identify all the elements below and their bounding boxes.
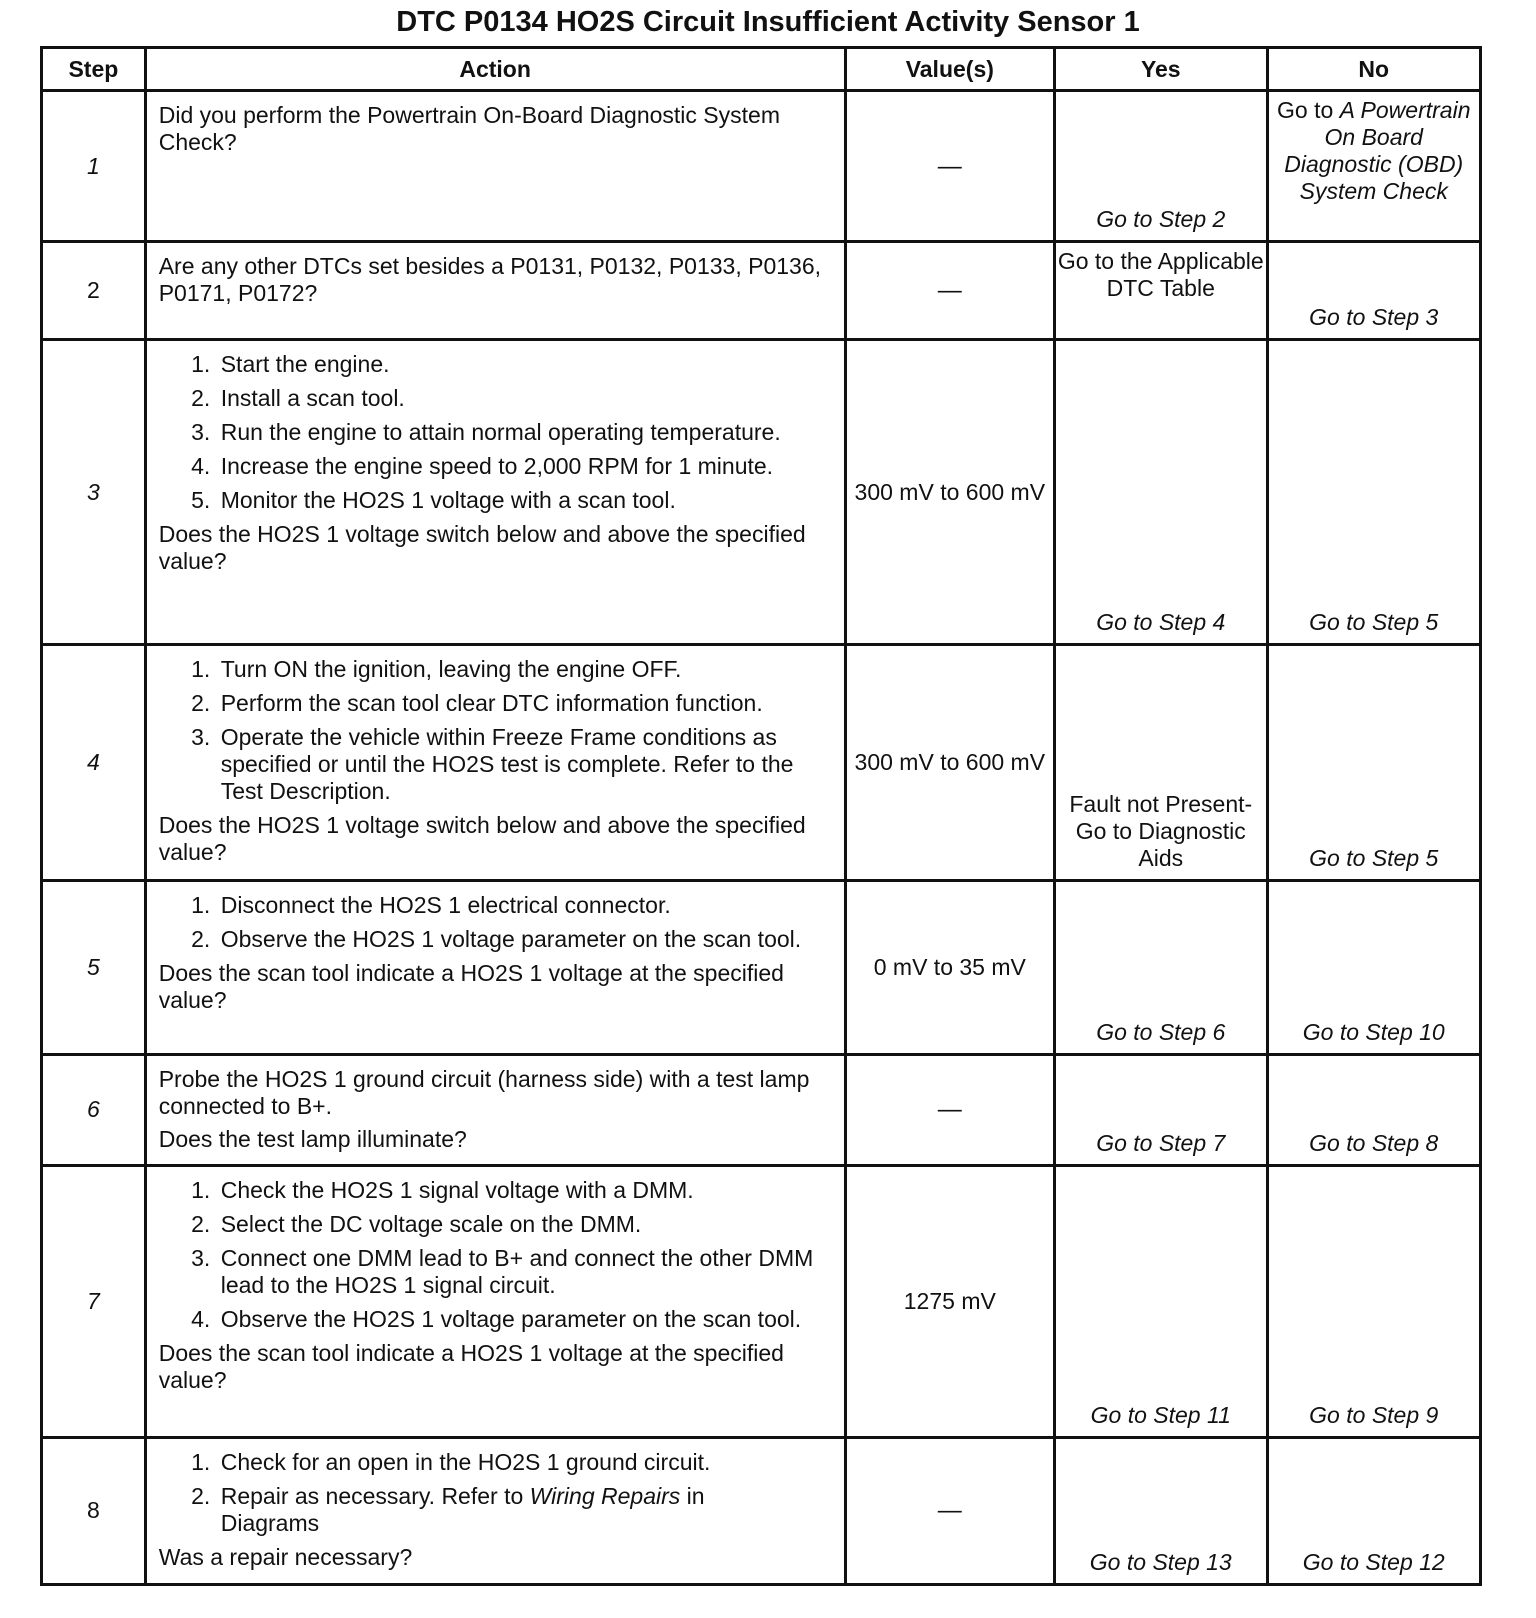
action-question: Does the HO2S 1 voltage switch below and above the specified value? xyxy=(158,812,806,866)
action-cell xyxy=(145,91,845,242)
no-cell xyxy=(1267,1437,1481,1584)
no-text xyxy=(1270,93,1479,205)
reference-link-text: Wiring Repairs xyxy=(529,1482,681,1509)
value-cell: 1275 mV xyxy=(845,1165,1054,1437)
list-item: 1. Start the engine. xyxy=(217,351,834,378)
procedure-list xyxy=(159,1449,834,1537)
yes-cell xyxy=(1055,242,1267,340)
list-item: 1. Check for an open in the HO2S 1 ground circuit. xyxy=(217,1449,834,1476)
action-question: Does the scan tool indicate a HO2S 1 voltage at the specified value? xyxy=(158,1339,784,1393)
action-cell xyxy=(145,1437,845,1584)
step-number: 3 xyxy=(42,340,146,645)
no-text: Go to Step 5 xyxy=(1309,845,1439,872)
yes-cell xyxy=(1055,1165,1267,1437)
no-cell xyxy=(1267,242,1481,340)
list-item: 2. Install a scan tool. xyxy=(217,385,834,412)
no-link-text: A Powertrain On Board Diagnostic (OBD) System Check xyxy=(1284,97,1471,204)
action-text: Did you perform the Powertrain On-Board Diagnostic System Check? xyxy=(158,102,780,155)
action-question: Does the test lamp illuminate? xyxy=(158,1126,467,1153)
yes-text: Go to Step 13 xyxy=(1089,1549,1232,1575)
action-question: Was a repair necessary? xyxy=(158,1543,413,1570)
list-item: 1. Disconnect the HO2S 1 electrical connector. xyxy=(217,892,834,919)
list-item: 2. Observe the HO2S 1 voltage parameter on the scan tool. xyxy=(217,926,834,953)
value-cell: 300 mV to 600 mV xyxy=(845,340,1054,645)
yes-cell xyxy=(1055,91,1267,242)
value-cell: — xyxy=(845,91,1054,242)
yes-text: Go to Step 11 xyxy=(1090,1401,1231,1428)
no-text: Go to Step 10 xyxy=(1302,1019,1445,1046)
action-question: Does the HO2S 1 voltage switch below and above the specified value? xyxy=(158,521,806,575)
no-cell xyxy=(1267,91,1481,242)
table-row xyxy=(42,1165,1481,1437)
no-cell xyxy=(1267,881,1481,1055)
list-item: 4. Observe the HO2S 1 voltage parameter on the scan tool. xyxy=(217,1306,834,1333)
action-question: Does the scan tool indicate a HO2S 1 voltage at the specified value? xyxy=(158,960,784,1014)
header-no: No xyxy=(1267,48,1481,91)
action-cell xyxy=(145,881,845,1055)
step-number: 2 xyxy=(42,242,146,340)
no-text: Go to Step 5 xyxy=(1309,609,1439,636)
no-prefix: Go to xyxy=(1277,97,1340,123)
header-step: Step xyxy=(42,48,146,91)
yes-text: Go to the Applicable DTC Table xyxy=(1057,248,1264,302)
action-text: Probe the HO2S 1 ground circuit (harness side) with a test lamp connected to B+. xyxy=(158,1066,810,1120)
list-item: 5. Monitor the HO2S 1 voltage with a scan tool. xyxy=(217,487,834,514)
value-cell: — xyxy=(845,1055,1054,1165)
action-cell xyxy=(145,340,845,645)
diagnostic-table xyxy=(40,46,1482,1586)
list-item: 2. Select the DC voltage scale on the DMM. xyxy=(217,1211,834,1238)
list-item: 2. Perform the scan tool clear DTC information function. xyxy=(217,690,834,717)
value-cell: 0 mV to 35 mV xyxy=(845,881,1054,1055)
no-text: Go to Step 12 xyxy=(1302,1549,1445,1575)
action-cell xyxy=(145,242,845,340)
table-row xyxy=(42,1055,1481,1165)
step-number: 8 xyxy=(42,1437,146,1584)
no-cell xyxy=(1267,1055,1481,1165)
value-cell: — xyxy=(845,1437,1054,1584)
no-text: Go to Step 3 xyxy=(1309,304,1439,331)
yes-text: Go to Step 2 xyxy=(1096,206,1226,233)
step-number: 4 xyxy=(42,645,146,881)
no-text: Go to Step 8 xyxy=(1309,1129,1439,1156)
procedure-list xyxy=(159,656,834,805)
list-item: 3. Operate the vehicle within Freeze Frame conditions as specified or until the HO2S test is complete. Refer to the Test Description. xyxy=(217,724,834,805)
yes-cell xyxy=(1055,340,1267,645)
yes-text: Go to Step 6 xyxy=(1096,1019,1226,1046)
yes-cell xyxy=(1055,1437,1267,1584)
value-cell: 300 mV to 600 mV xyxy=(845,645,1054,881)
no-text: Go to Step 9 xyxy=(1309,1401,1439,1428)
table-row xyxy=(42,340,1481,645)
header-yes: Yes xyxy=(1055,48,1267,91)
list-item: 3. Run the engine to attain normal operating temperature. xyxy=(217,419,834,446)
table-row xyxy=(42,242,1481,340)
procedure-list xyxy=(159,1177,834,1333)
list-item xyxy=(217,1483,834,1537)
action-cell xyxy=(145,1165,845,1437)
table-header-row xyxy=(42,48,1481,91)
yes-cell xyxy=(1055,1055,1267,1165)
action-cell xyxy=(145,1055,845,1165)
yes-text: Go to Step 4 xyxy=(1096,609,1226,636)
yes-text: Go to Step 7 xyxy=(1096,1129,1226,1156)
list-item-text: in xyxy=(680,1482,705,1509)
table-row xyxy=(42,91,1481,242)
list-item-text: Repair as necessary. Refer to xyxy=(220,1482,530,1509)
no-cell xyxy=(1267,340,1481,645)
step-number: 5 xyxy=(42,881,146,1055)
header-action: Action xyxy=(145,48,845,91)
yes-cell xyxy=(1055,881,1267,1055)
table-row xyxy=(42,1437,1481,1584)
header-values: Value(s) xyxy=(845,48,1054,91)
list-item: 1. Check the HO2S 1 signal voltage with a DMM. xyxy=(217,1177,834,1204)
procedure-list xyxy=(159,351,834,514)
step-number: 1 xyxy=(42,91,146,242)
action-text: Are any other DTCs set besides a P0131, P0132, P0133, P0136, P0171, P0172? xyxy=(158,253,822,307)
no-cell xyxy=(1267,645,1481,881)
no-cell xyxy=(1267,1165,1481,1437)
table-row xyxy=(42,881,1481,1055)
step-number: 6 xyxy=(42,1055,146,1165)
page-title: DTC P0134 HO2S Circuit Insufficient Activity Sensor 1 xyxy=(396,6,1140,38)
table-row xyxy=(42,645,1481,881)
list-item-text: Diagrams xyxy=(220,1509,320,1536)
yes-cell xyxy=(1055,645,1267,881)
value-cell: — xyxy=(845,242,1054,340)
list-item: 1. Turn ON the ignition, leaving the engine OFF. xyxy=(217,656,834,683)
yes-text: Fault not Present-Go to Diagnostic Aids xyxy=(1069,791,1253,872)
action-cell xyxy=(145,645,845,881)
step-number: 7 xyxy=(42,1165,146,1437)
list-item: 3. Connect one DMM lead to B+ and connect the other DMM lead to the HO2S 1 signal circuit. xyxy=(217,1245,834,1299)
procedure-list xyxy=(159,892,834,953)
list-item: 4. Increase the engine speed to 2,000 RPM for 1 minute. xyxy=(217,453,834,480)
